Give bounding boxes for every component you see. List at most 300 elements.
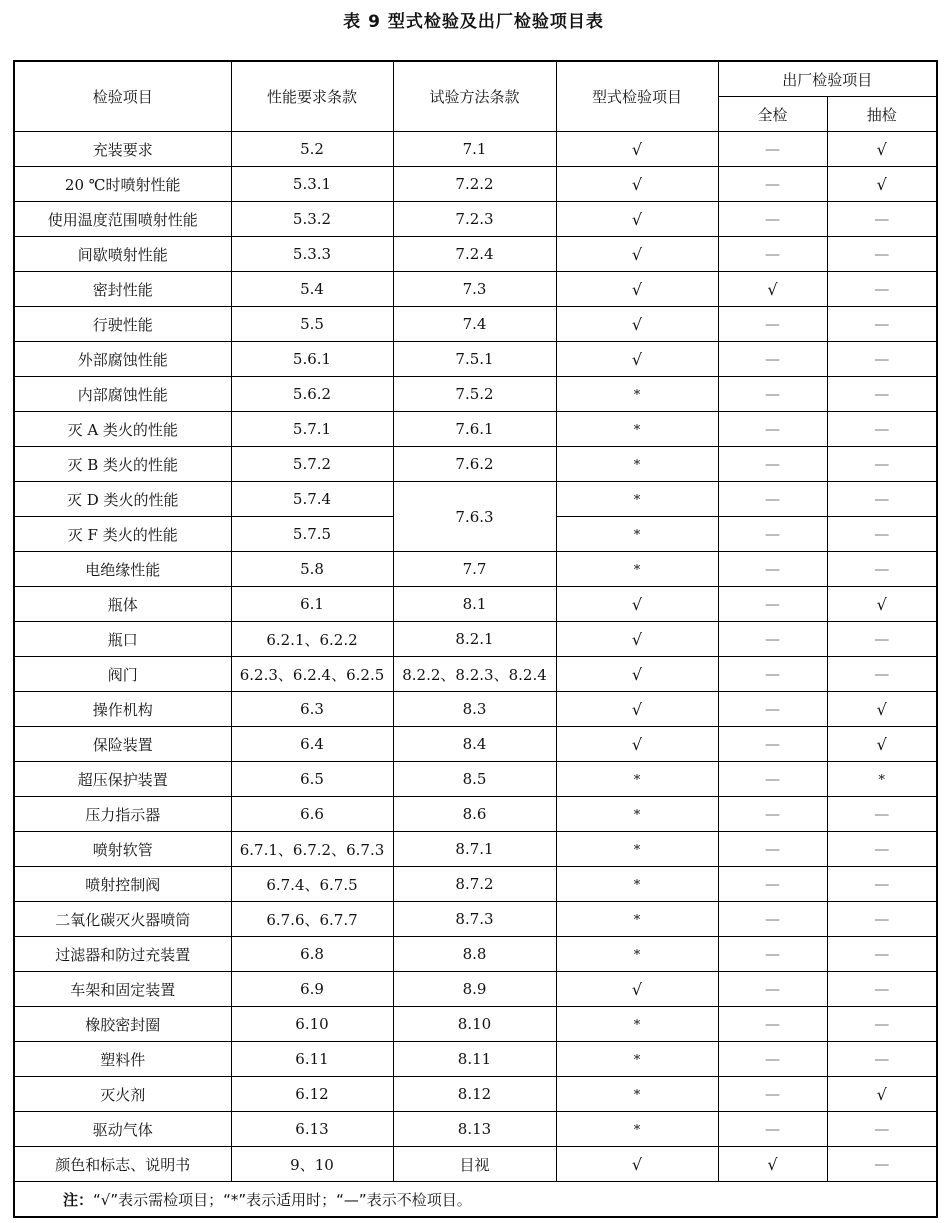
cell-sample-inspection — [827, 482, 937, 517]
inspection-mark: — — [874, 1155, 890, 1173]
cell-requirement-clause-text: 6.10 — [295, 1015, 329, 1033]
cell-item-text: 驱动气体 — [92, 1120, 153, 1139]
cell-requirement-clause — [231, 902, 393, 937]
cell-type-test — [556, 307, 718, 342]
inspection-mark: √ — [876, 174, 887, 194]
table-row — [14, 1077, 937, 1112]
table-row — [14, 692, 937, 727]
table-row — [14, 342, 937, 377]
cell-requirement-clause — [231, 167, 393, 202]
cell-item — [14, 377, 231, 412]
inspection-mark: √ — [767, 279, 778, 299]
cell-test-method-clause-text: 8.11 — [457, 1050, 492, 1068]
cell-type-test — [556, 902, 718, 937]
header-type-test: 型式检验项目 — [556, 61, 718, 132]
inspection-mark: — — [874, 910, 890, 928]
cell-sample-inspection — [827, 342, 937, 377]
cell-item — [14, 202, 231, 237]
cell-item-text: 电绝缘性能 — [85, 560, 161, 579]
cell-full-inspection — [718, 727, 827, 762]
cell-item — [14, 692, 231, 727]
cell-sample-inspection — [827, 762, 937, 797]
cell-item — [14, 937, 231, 972]
cell-test-method-clause-text: 8.13 — [457, 1120, 492, 1138]
cell-test-method-clause — [393, 342, 556, 377]
inspection-mark: — — [765, 595, 780, 613]
cell-item-text: 灭 A 类火的性能 — [67, 420, 178, 439]
cell-item — [14, 272, 231, 307]
cell-sample-inspection — [827, 727, 937, 762]
inspection-mark: — — [765, 315, 780, 333]
cell-test-method-clause — [393, 272, 556, 307]
cell-item — [14, 412, 231, 447]
cell-sample-inspection — [827, 797, 937, 832]
cell-item — [14, 902, 231, 937]
cell-sample-inspection — [827, 902, 937, 937]
inspection-mark: — — [874, 210, 890, 228]
cell-full-inspection — [718, 272, 827, 307]
table-row — [14, 1112, 937, 1147]
cell-requirement-clause — [231, 342, 393, 377]
inspection-mark: — — [765, 1050, 780, 1068]
cell-requirement-clause — [231, 762, 393, 797]
cell-requirement-clause-text: 5.3.2 — [292, 210, 332, 228]
cell-test-method-clause — [393, 412, 556, 447]
cell-type-test — [556, 587, 718, 622]
cell-test-method-clause — [393, 1042, 556, 1077]
cell-requirement-clause-text: 5.4 — [300, 280, 324, 298]
table-row — [14, 832, 937, 867]
cell-test-method-clause — [393, 132, 556, 167]
cell-requirement-clause-text: 6.12 — [295, 1085, 329, 1103]
cell-full-inspection — [718, 482, 827, 517]
cell-item-text: 保险装置 — [92, 735, 153, 754]
cell-requirement-clause — [231, 972, 393, 1007]
inspection-mark: — — [765, 560, 780, 578]
inspection-mark: * — [633, 528, 641, 543]
cell-full-inspection — [718, 832, 827, 867]
cell-full-inspection — [718, 762, 827, 797]
cell-full-inspection — [718, 1042, 827, 1077]
cell-item-text: 灭 F 类火的性能 — [67, 525, 178, 544]
inspection-table — [13, 60, 938, 1218]
cell-requirement-clause — [231, 832, 393, 867]
inspection-mark: √ — [631, 699, 643, 719]
cell-item — [14, 1077, 231, 1112]
header-requirement-clause: 性能要求条款 — [231, 61, 393, 132]
cell-item-text: 二氧化碳灭火器喷筒 — [55, 910, 191, 929]
inspection-mark: — — [874, 1050, 890, 1068]
inspection-mark: — — [874, 805, 890, 823]
cell-type-test — [556, 622, 718, 657]
inspection-mark: — — [874, 560, 890, 578]
cell-item — [14, 517, 231, 552]
cell-sample-inspection — [827, 622, 937, 657]
cell-test-method-clause — [393, 832, 556, 867]
cell-full-inspection — [718, 342, 827, 377]
table-row — [14, 377, 937, 412]
cell-sample-inspection — [827, 1077, 937, 1112]
cell-full-inspection — [718, 167, 827, 202]
cell-requirement-clause-text: 6.7.1、6.7.2、6.7.3 — [239, 840, 385, 859]
cell-sample-inspection — [827, 307, 937, 342]
inspection-mark: — — [765, 1085, 780, 1103]
inspection-mark: — — [874, 315, 890, 333]
cell-test-method-clause-text: 7.7 — [462, 560, 487, 578]
cell-type-test — [556, 1042, 718, 1077]
inspection-mark: √ — [631, 349, 643, 369]
cell-requirement-clause-text: 5.3.1 — [292, 175, 332, 193]
table-row — [14, 622, 937, 657]
inspection-mark: * — [633, 878, 641, 893]
inspection-mark: √ — [631, 979, 643, 999]
cell-type-test — [556, 657, 718, 692]
table-row — [14, 1147, 937, 1182]
cell-requirement-clause-text: 5.3.3 — [292, 245, 332, 263]
cell-test-method-clause — [393, 622, 556, 657]
cell-full-inspection — [718, 1077, 827, 1112]
cell-type-test — [556, 552, 718, 587]
inspection-mark: — — [874, 245, 890, 263]
cell-sample-inspection — [827, 692, 937, 727]
cell-requirement-clause — [231, 377, 393, 412]
cell-requirement-clause — [231, 307, 393, 342]
inspection-mark: — — [765, 1120, 780, 1138]
cell-type-test — [556, 692, 718, 727]
cell-requirement-clause-text: 6.13 — [295, 1120, 329, 1138]
header-full-inspection: 全检 — [718, 97, 827, 132]
cell-sample-inspection — [827, 1112, 937, 1147]
cell-sample-inspection — [827, 832, 937, 867]
cell-test-method-clause — [393, 307, 556, 342]
table-row — [14, 237, 937, 272]
cell-test-method-clause-text: 8.7.3 — [455, 910, 494, 928]
cell-test-method-clause-text: 8.2.2、8.2.3、8.2.4 — [402, 665, 547, 684]
cell-item — [14, 587, 231, 622]
inspection-mark: √ — [631, 244, 643, 264]
cell-requirement-clause — [231, 1007, 393, 1042]
cell-item-text: 喷射软管 — [92, 840, 153, 859]
table-row — [14, 937, 937, 972]
cell-sample-inspection — [827, 937, 937, 972]
inspection-mark: — — [874, 875, 890, 893]
inspection-mark: — — [765, 1015, 780, 1033]
cell-item — [14, 482, 231, 517]
cell-requirement-clause — [231, 1147, 393, 1182]
table-row — [14, 1007, 937, 1042]
table-row — [14, 657, 937, 692]
cell-type-test — [556, 447, 718, 482]
cell-item — [14, 552, 231, 587]
cell-item-text: 灭 B 类火的性能 — [67, 455, 179, 474]
inspection-mark: — — [874, 490, 890, 508]
inspection-mark: — — [874, 1120, 890, 1138]
cell-type-test — [556, 237, 718, 272]
inspection-mark: — — [765, 175, 780, 193]
cell-requirement-clause — [231, 202, 393, 237]
cell-test-method-clause — [393, 377, 556, 412]
inspection-mark: — — [874, 385, 890, 403]
inspection-mark: — — [765, 490, 780, 508]
cell-test-method-clause-text: 7.6.2 — [455, 455, 494, 473]
cell-full-inspection — [718, 237, 827, 272]
header-item: 检验项目 — [14, 61, 231, 132]
cell-requirement-clause-text: 9、10 — [290, 1155, 334, 1174]
cell-item — [14, 447, 231, 482]
cell-sample-inspection — [827, 972, 937, 1007]
cell-requirement-clause-text: 6.6 — [300, 805, 324, 823]
cell-item — [14, 622, 231, 657]
cell-test-method-clause-text: 7.4 — [462, 315, 487, 333]
cell-item-text: 阀门 — [107, 665, 138, 684]
cell-sample-inspection — [827, 1147, 937, 1182]
inspection-mark: * — [878, 773, 885, 788]
cell-test-method-clause-text: 8.6 — [462, 805, 487, 823]
cell-item — [14, 727, 231, 762]
cell-item — [14, 657, 231, 692]
cell-sample-inspection — [827, 867, 937, 902]
inspection-mark: — — [765, 840, 780, 858]
inspection-mark: √ — [631, 629, 643, 649]
table-row — [14, 167, 937, 202]
cell-type-test — [556, 167, 718, 202]
cell-requirement-clause — [231, 797, 393, 832]
cell-item-text: 过滤器和防过充装置 — [55, 945, 191, 964]
cell-requirement-clause-text: 6.2.3、6.2.4、6.2.5 — [239, 665, 385, 684]
cell-type-test — [556, 937, 718, 972]
cell-type-test — [556, 867, 718, 902]
inspection-mark: * — [633, 1088, 641, 1103]
cell-test-method-clause-text: 目视 — [459, 1155, 490, 1174]
inspection-mark: √ — [631, 174, 643, 194]
cell-type-test — [556, 412, 718, 447]
cell-item-text: 瓶体 — [107, 595, 138, 614]
cell-item-text: 橡胶密封圈 — [85, 1015, 161, 1034]
cell-requirement-clause — [231, 482, 393, 517]
cell-full-inspection — [718, 937, 827, 972]
cell-item — [14, 342, 231, 377]
inspection-mark: √ — [631, 734, 643, 754]
cell-test-method-clause-text: 7.6.3 — [455, 507, 494, 526]
cell-full-inspection — [718, 307, 827, 342]
inspection-mark: — — [874, 420, 890, 438]
inspection-mark: * — [633, 423, 641, 438]
cell-sample-inspection — [827, 272, 937, 307]
inspection-mark: √ — [876, 699, 887, 719]
inspection-mark: √ — [767, 1154, 778, 1174]
cell-sample-inspection — [827, 202, 937, 237]
cell-item — [14, 237, 231, 272]
cell-sample-inspection — [827, 132, 937, 167]
header-factory-inspection: 出厂检验项目 — [718, 61, 937, 97]
cell-test-method-clause-text: 7.2.3 — [455, 210, 494, 228]
cell-requirement-clause-text: 6.4 — [300, 735, 324, 753]
inspection-mark: √ — [876, 139, 887, 159]
inspection-mark: * — [633, 493, 641, 508]
cell-test-method-clause — [393, 1112, 556, 1147]
cell-type-test — [556, 272, 718, 307]
cell-requirement-clause-text: 6.9 — [300, 980, 324, 998]
cell-test-method-clause-text: 8.8 — [462, 945, 487, 963]
cell-type-test — [556, 482, 718, 517]
inspection-mark: √ — [876, 594, 887, 614]
table-row — [14, 727, 937, 762]
cell-sample-inspection — [827, 1007, 937, 1042]
cell-full-inspection — [718, 797, 827, 832]
cell-sample-inspection — [827, 517, 937, 552]
cell-full-inspection — [718, 692, 827, 727]
inspection-mark: √ — [631, 1154, 643, 1174]
inspection-mark: * — [633, 1018, 641, 1033]
cell-requirement-clause — [231, 237, 393, 272]
inspection-mark: — — [765, 980, 780, 998]
header-test-method-clause: 试验方法条款 — [393, 61, 556, 132]
table-row — [14, 1042, 937, 1077]
cell-test-method-clause-text: 8.3 — [462, 700, 487, 718]
cell-item-text: 颜色和标志、说明书 — [55, 1155, 191, 1174]
cell-requirement-clause — [231, 132, 393, 167]
inspection-mark: — — [874, 1015, 890, 1033]
cell-full-inspection — [718, 1112, 827, 1147]
cell-requirement-clause — [231, 727, 393, 762]
inspection-mark: — — [765, 630, 780, 648]
cell-type-test — [556, 727, 718, 762]
cell-test-method-clause-text: 8.5 — [462, 770, 487, 788]
cell-test-method-clause-text: 7.6.1 — [455, 420, 494, 438]
cell-requirement-clause — [231, 447, 393, 482]
inspection-mark: * — [633, 808, 641, 823]
cell-full-inspection — [718, 902, 827, 937]
cell-item — [14, 867, 231, 902]
cell-requirement-clause — [231, 937, 393, 972]
cell-sample-inspection — [827, 237, 937, 272]
cell-requirement-clause-text: 5.6.2 — [292, 385, 332, 403]
cell-full-inspection — [718, 587, 827, 622]
cell-test-method-clause-text: 7.3 — [462, 280, 487, 298]
cell-test-method-clause-text: 7.1 — [462, 140, 487, 158]
cell-item — [14, 307, 231, 342]
inspection-mark: * — [633, 1123, 641, 1138]
inspection-mark: — — [765, 245, 780, 263]
inspection-mark: — — [874, 840, 890, 858]
cell-test-method-clause-text: 8.7.2 — [455, 875, 494, 893]
cell-item — [14, 1007, 231, 1042]
cell-sample-inspection — [827, 447, 937, 482]
cell-requirement-clause-text: 6.2.1、6.2.2 — [266, 630, 358, 649]
cell-test-method-clause — [393, 167, 556, 202]
cell-test-method-clause-text: 7.2.4 — [455, 245, 494, 263]
cell-sample-inspection — [827, 657, 937, 692]
cell-sample-inspection — [827, 412, 937, 447]
table-row — [14, 272, 937, 307]
cell-type-test — [556, 342, 718, 377]
cell-item-text: 使用温度范围喷射性能 — [47, 210, 198, 229]
cell-full-inspection — [718, 412, 827, 447]
cell-type-test — [556, 1112, 718, 1147]
cell-requirement-clause — [231, 412, 393, 447]
cell-full-inspection — [718, 867, 827, 902]
cell-test-method-clause — [393, 692, 556, 727]
cell-requirement-clause — [231, 692, 393, 727]
table-row — [14, 552, 937, 587]
inspection-mark: √ — [631, 664, 643, 684]
cell-requirement-clause — [231, 1112, 393, 1147]
cell-test-method-clause-text: 7.5.2 — [455, 385, 494, 403]
cell-test-method-clause-text: 8.1 — [462, 595, 487, 613]
inspection-mark: — — [765, 420, 780, 438]
cell-test-method-clause-text: 8.2.1 — [455, 630, 494, 648]
cell-requirement-clause-text: 5.6.1 — [292, 350, 332, 368]
table-row — [14, 867, 937, 902]
cell-item-text: 密封性能 — [92, 280, 153, 299]
table-row — [14, 307, 937, 342]
inspection-mark: — — [874, 630, 890, 648]
cell-item — [14, 1112, 231, 1147]
cell-test-method-clause — [393, 937, 556, 972]
cell-full-inspection — [718, 447, 827, 482]
cell-sample-inspection — [827, 167, 937, 202]
inspection-mark: * — [633, 773, 641, 788]
inspection-mark: √ — [876, 734, 887, 754]
cell-requirement-clause-text: 6.7.6、6.7.7 — [266, 910, 358, 929]
cell-item-text: 外部腐蚀性能 — [77, 350, 168, 369]
inspection-mark: * — [633, 913, 641, 928]
cell-test-method-clause — [393, 552, 556, 587]
cell-full-inspection — [718, 517, 827, 552]
cell-item-text: 塑料件 — [100, 1050, 146, 1069]
cell-full-inspection — [718, 1007, 827, 1042]
cell-test-method-clause-text: 8.10 — [457, 1015, 492, 1033]
cell-item-text: 操作机构 — [92, 700, 153, 719]
table-row — [14, 797, 937, 832]
inspection-mark: — — [765, 945, 780, 963]
cell-requirement-clause — [231, 517, 393, 552]
cell-item-text: 20 ℃时喷射性能 — [64, 175, 181, 194]
cell-test-method-clause — [393, 1007, 556, 1042]
cell-test-method-clause — [393, 237, 556, 272]
table-row — [14, 762, 937, 797]
cell-requirement-clause-text: 6.11 — [295, 1050, 329, 1068]
inspection-mark: — — [765, 210, 780, 228]
note-label: 注： — [63, 1190, 94, 1209]
cell-full-inspection — [718, 622, 827, 657]
cell-requirement-clause — [231, 272, 393, 307]
cell-item — [14, 1147, 231, 1182]
cell-full-inspection — [718, 202, 827, 237]
cell-test-method-clause-text: 8.12 — [457, 1085, 492, 1103]
inspection-mark: √ — [631, 139, 643, 159]
cell-test-method-clause — [393, 657, 556, 692]
cell-item — [14, 132, 231, 167]
table-row — [14, 132, 937, 167]
inspection-mark: — — [765, 805, 780, 823]
inspection-mark: — — [765, 525, 780, 543]
inspection-mark: — — [874, 665, 890, 683]
cell-type-test — [556, 832, 718, 867]
table-row — [14, 902, 937, 937]
inspection-mark: — — [874, 455, 890, 473]
cell-item — [14, 972, 231, 1007]
cell-requirement-clause-text: 6.1 — [300, 595, 324, 613]
cell-test-method-clause — [393, 202, 556, 237]
cell-type-test — [556, 202, 718, 237]
table-row — [14, 587, 937, 622]
inspection-mark: — — [765, 735, 780, 753]
cell-test-method-clause — [393, 762, 556, 797]
cell-requirement-clause-text: 5.7.4 — [292, 490, 332, 508]
inspection-mark: — — [765, 770, 780, 788]
table-row — [14, 412, 937, 447]
